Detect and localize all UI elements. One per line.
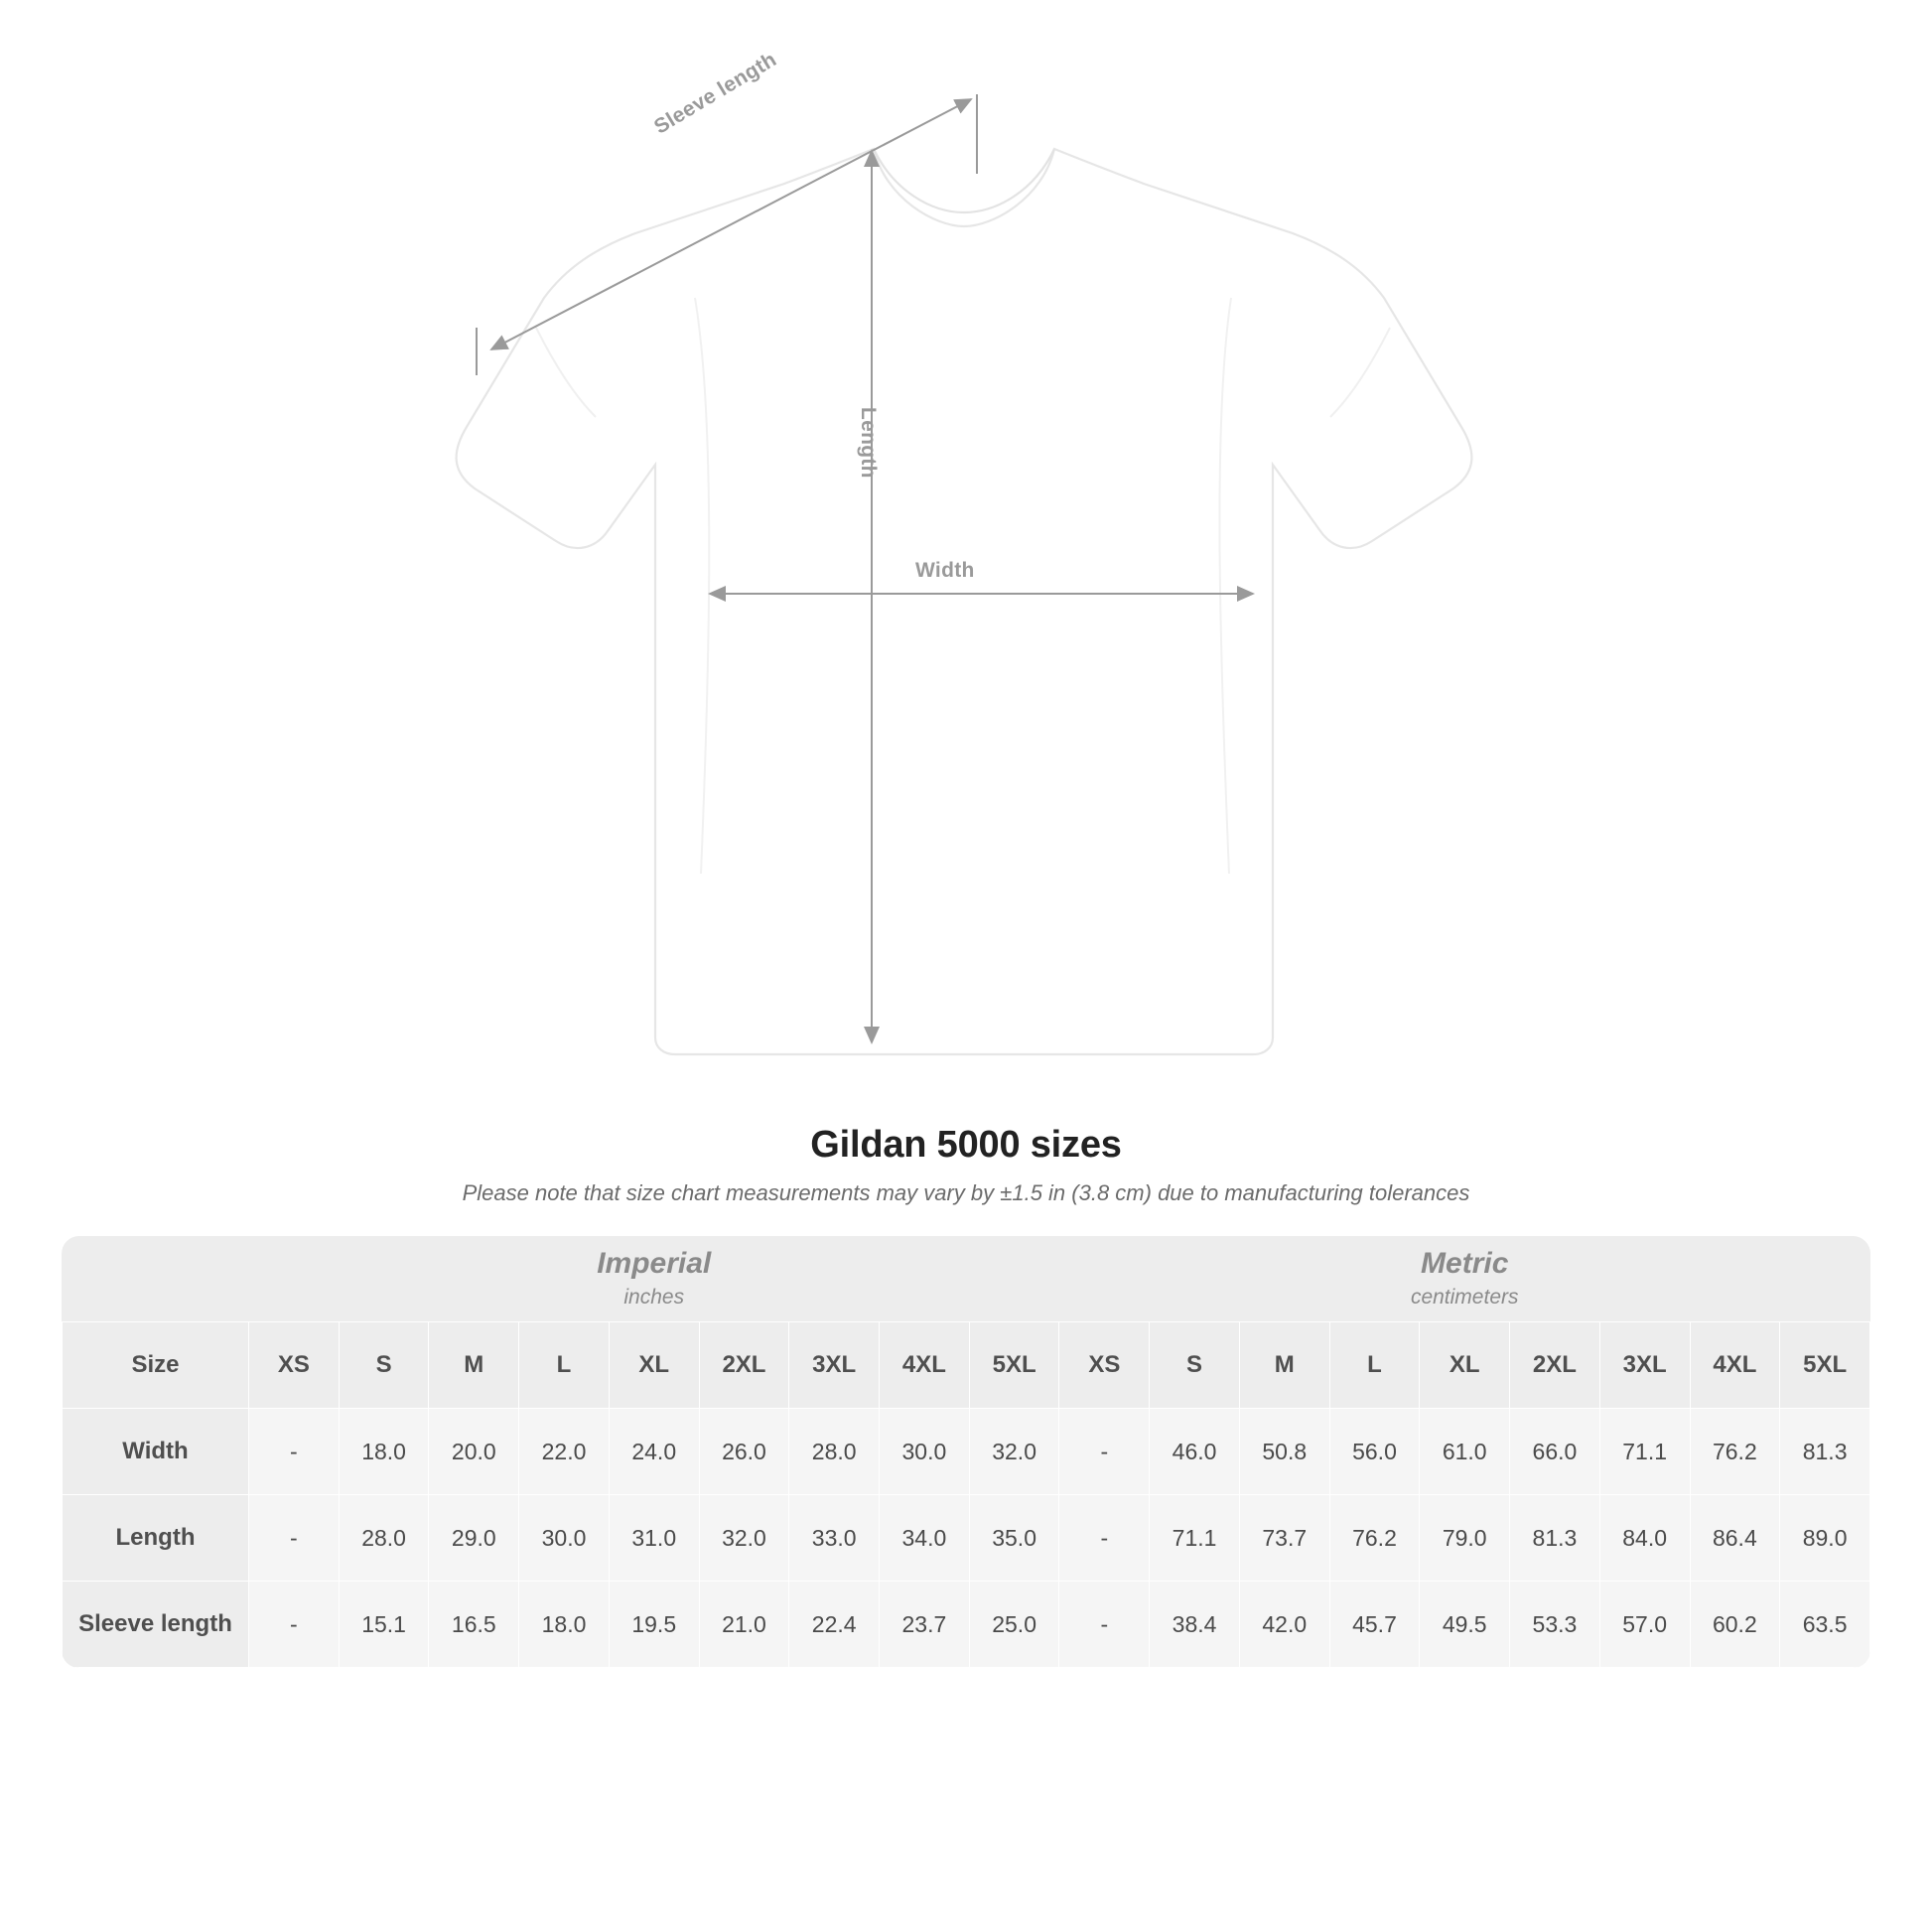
size-header-metric-4xl: 4XL <box>1690 1322 1780 1409</box>
cell-sleeve-metric-2xl: 53.3 <box>1510 1582 1600 1668</box>
page-title: Gildan 5000 sizes <box>810 1124 1122 1166</box>
cell-sleeve-imperial-2xl: 21.0 <box>699 1582 789 1668</box>
cell-width-imperial-3xl: 28.0 <box>789 1409 880 1495</box>
cell-length-imperial-m: 29.0 <box>429 1495 519 1582</box>
row-label-width: Width <box>63 1409 249 1495</box>
cell-length-metric-2xl: 81.3 <box>1510 1495 1600 1582</box>
size-header-imperial-xs: XS <box>249 1322 340 1409</box>
size-header-imperial-3xl: 3XL <box>789 1322 880 1409</box>
unit-header-spacer <box>63 1236 249 1322</box>
cell-sleeve-imperial-5xl: 25.0 <box>969 1582 1059 1668</box>
cell-width-imperial-5xl: 32.0 <box>969 1409 1059 1495</box>
cell-sleeve-imperial-3xl: 22.4 <box>789 1582 880 1668</box>
row-label-sleeve-length: Sleeve length <box>63 1582 249 1668</box>
cell-sleeve-metric-l: 45.7 <box>1329 1582 1420 1668</box>
unit-group-metric-sub: centimeters <box>1410 1286 1519 1309</box>
size-header-imperial-s: S <box>339 1322 429 1409</box>
table-row <box>63 1409 1870 1495</box>
heading-block <box>0 1124 1932 1206</box>
tolerance-note: Please note that size chart measurements may vary by ±1.5 in (3.8 cm) due to manufacturing tolerances <box>462 1180 1470 1205</box>
cell-width-metric-5xl: 81.3 <box>1780 1409 1870 1495</box>
table-row <box>63 1582 1870 1668</box>
cell-length-imperial-3xl: 33.0 <box>789 1495 880 1582</box>
cell-sleeve-imperial-l: 18.0 <box>519 1582 610 1668</box>
row-label-length: Length <box>63 1495 249 1582</box>
cell-length-imperial-xs: - <box>249 1495 340 1582</box>
cell-length-imperial-4xl: 34.0 <box>880 1495 970 1582</box>
size-header-imperial-l: L <box>519 1322 610 1409</box>
unit-group-metric <box>1059 1236 1870 1322</box>
cell-length-metric-xl: 79.0 <box>1420 1495 1510 1582</box>
cell-length-metric-s: 71.1 <box>1150 1495 1240 1582</box>
cell-width-imperial-l: 22.0 <box>519 1409 610 1495</box>
cell-sleeve-metric-s: 38.4 <box>1150 1582 1240 1668</box>
unit-group-imperial-sub: inches <box>623 1286 685 1309</box>
cell-length-metric-3xl: 84.0 <box>1599 1495 1690 1582</box>
shirt-shape <box>457 149 1472 1054</box>
width-label: Width <box>915 559 975 582</box>
table-row <box>63 1495 1870 1582</box>
cell-length-imperial-s: 28.0 <box>339 1495 429 1582</box>
cell-length-metric-m: 73.7 <box>1239 1495 1329 1582</box>
size-table-container <box>62 1236 1870 1668</box>
cell-width-metric-xl: 61.0 <box>1420 1409 1510 1495</box>
size-header-metric-m: M <box>1239 1322 1329 1409</box>
cell-sleeve-metric-xl: 49.5 <box>1420 1582 1510 1668</box>
size-header-imperial-5xl: 5XL <box>969 1322 1059 1409</box>
size-header-label: Size <box>63 1322 249 1409</box>
cell-sleeve-metric-4xl: 60.2 <box>1690 1582 1780 1668</box>
cell-length-metric-xs: - <box>1059 1495 1150 1582</box>
cell-width-metric-s: 46.0 <box>1150 1409 1240 1495</box>
unit-group-metric-name: Metric <box>1421 1246 1509 1280</box>
unit-group-imperial-name: Imperial <box>597 1246 712 1280</box>
cell-width-imperial-m: 20.0 <box>429 1409 519 1495</box>
size-table <box>62 1236 1870 1668</box>
cell-width-metric-xs: - <box>1059 1409 1150 1495</box>
cell-length-metric-5xl: 89.0 <box>1780 1495 1870 1582</box>
length-label: Length <box>857 407 880 479</box>
cell-width-imperial-xs: - <box>249 1409 340 1495</box>
cell-sleeve-imperial-m: 16.5 <box>429 1582 519 1668</box>
cell-sleeve-imperial-xs: - <box>249 1582 340 1668</box>
cell-sleeve-metric-m: 42.0 <box>1239 1582 1329 1668</box>
cell-width-imperial-4xl: 30.0 <box>880 1409 970 1495</box>
size-header-metric-l: L <box>1329 1322 1420 1409</box>
cell-width-metric-4xl: 76.2 <box>1690 1409 1780 1495</box>
cell-width-metric-2xl: 66.0 <box>1510 1409 1600 1495</box>
cell-sleeve-imperial-4xl: 23.7 <box>880 1582 970 1668</box>
cell-length-imperial-2xl: 32.0 <box>699 1495 789 1582</box>
unit-group-imperial <box>249 1236 1059 1322</box>
size-header-metric-xs: XS <box>1059 1322 1150 1409</box>
size-header-metric-5xl: 5XL <box>1780 1322 1870 1409</box>
size-header-imperial-m: M <box>429 1322 519 1409</box>
cell-length-imperial-xl: 31.0 <box>609 1495 699 1582</box>
cell-width-metric-m: 50.8 <box>1239 1409 1329 1495</box>
size-header-imperial-4xl: 4XL <box>880 1322 970 1409</box>
cell-length-metric-4xl: 86.4 <box>1690 1495 1780 1582</box>
size-header-metric-s: S <box>1150 1322 1240 1409</box>
cell-width-imperial-2xl: 26.0 <box>699 1409 789 1495</box>
size-header-imperial-2xl: 2XL <box>699 1322 789 1409</box>
cell-width-imperial-s: 18.0 <box>339 1409 429 1495</box>
cell-width-imperial-xl: 24.0 <box>609 1409 699 1495</box>
cell-width-metric-3xl: 71.1 <box>1599 1409 1690 1495</box>
cell-length-imperial-5xl: 35.0 <box>969 1495 1059 1582</box>
cell-width-metric-l: 56.0 <box>1329 1409 1420 1495</box>
size-header-metric-2xl: 2XL <box>1510 1322 1600 1409</box>
cell-length-imperial-l: 30.0 <box>519 1495 610 1582</box>
cell-sleeve-imperial-s: 15.1 <box>339 1582 429 1668</box>
cell-sleeve-metric-3xl: 57.0 <box>1599 1582 1690 1668</box>
unit-header-row <box>63 1236 1870 1322</box>
cell-sleeve-metric-5xl: 63.5 <box>1780 1582 1870 1668</box>
cell-length-metric-l: 76.2 <box>1329 1495 1420 1582</box>
size-header-row <box>63 1322 1870 1409</box>
size-header-metric-3xl: 3XL <box>1599 1322 1690 1409</box>
cell-sleeve-imperial-xl: 19.5 <box>609 1582 699 1668</box>
cell-sleeve-metric-xs: - <box>1059 1582 1150 1668</box>
sleeve-length-label: Sleeve length <box>650 48 781 139</box>
size-header-metric-xl: XL <box>1420 1322 1510 1409</box>
size-header-imperial-xl: XL <box>609 1322 699 1409</box>
